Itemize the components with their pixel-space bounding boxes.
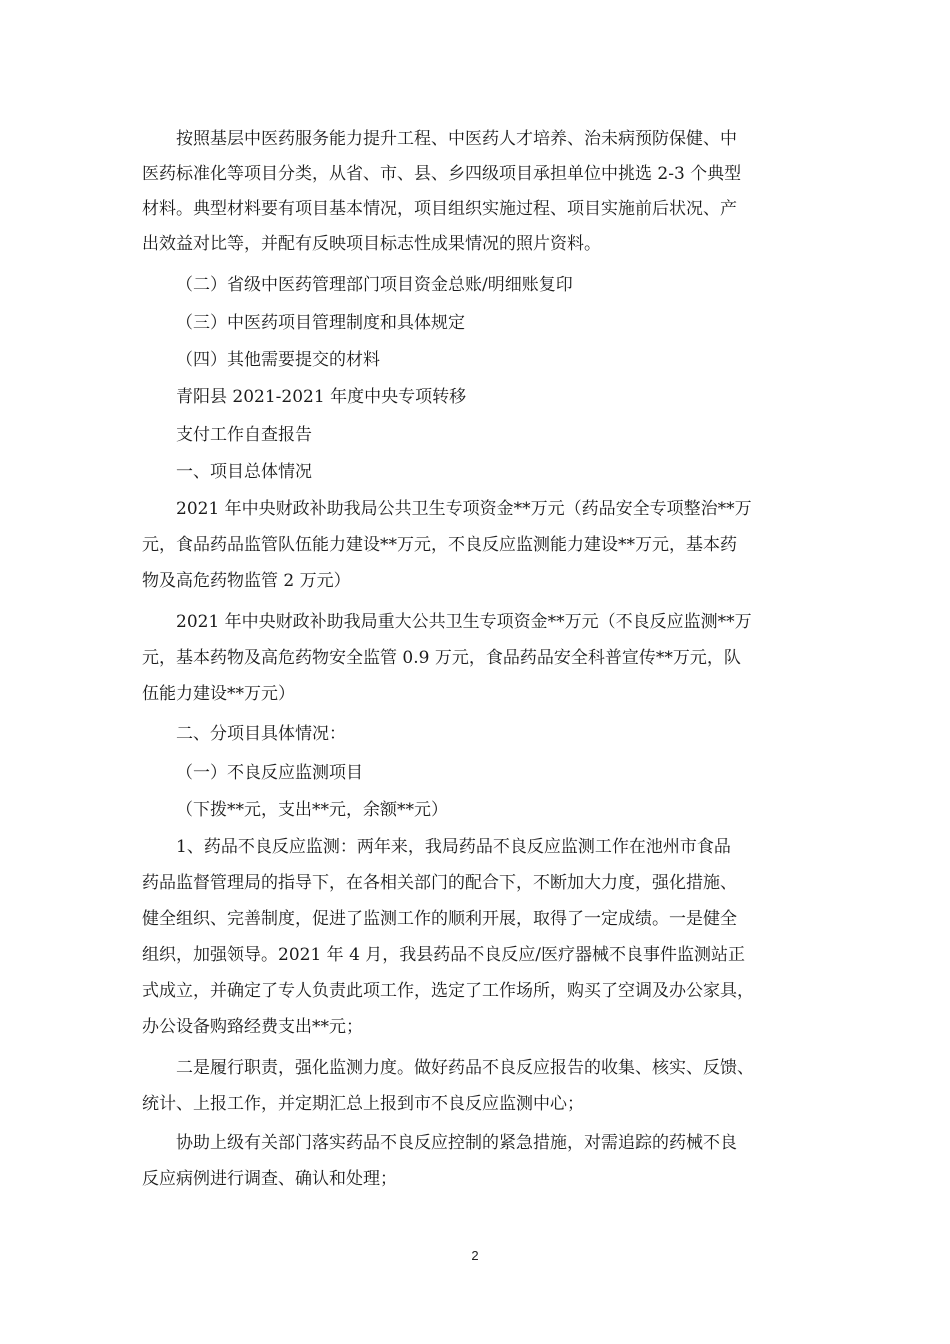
- paragraph-line: 组织，加强领导。2021 年 4 月，我县药品不良反应/医疗器械不良事件监测站正: [142, 945, 746, 965]
- paragraph-line: 药品监督管理局的指导下，在各相关部门的配合下，不断加大力度，强化措施、: [142, 873, 737, 893]
- paragraph-line: 元，食品药品监管队伍能力建设**万元，不良反应监测能力建设**万元，基本药: [142, 535, 737, 555]
- paragraph-line: 二是履行职责，强化监测力度。做好药品不良反应报告的收集、核实、反馈、: [176, 1058, 754, 1078]
- paragraph-line: 材料。典型材料要有项目基本情况，项目组织实施过程、项目实施前后状况、产: [142, 199, 737, 219]
- paragraph-line: 办公设备购臵经费支出**元；: [142, 1017, 363, 1037]
- paragraph-line: 医药标准化等项目分类，从省、市、县、乡四级项目承担单位中挑选 2-3 个典型: [142, 164, 742, 184]
- paragraph-line: 健全组织、完善制度，促进了监测工作的顺利开展，取得了一定成绩。一是健全: [142, 909, 737, 929]
- paragraph-line: 协助上级有关部门落实药品不良反应控制的紧急措施，对需追踪的药械不良: [176, 1133, 737, 1153]
- list-item: （四）其他需要提交的材料: [176, 350, 380, 370]
- paragraph-line: 统计、上报工作，并定期汇总上报到市不良反应监测中心；: [142, 1094, 584, 1114]
- paragraph-line: 1、药品不良反应监测：两年来，我局药品不良反应监测工作在池州市食品: [176, 837, 731, 857]
- paragraph-line: 反应病例进行调查、确认和处理；: [142, 1169, 397, 1189]
- report-title-line: 支付工作自查报告: [176, 425, 312, 445]
- paragraph-line: 按照基层中医药服务能力提升工程、中医药人才培养、治未病预防保健、中: [176, 129, 737, 149]
- section-heading: 二、分项目具体情况：: [176, 724, 346, 744]
- paragraph-line: 伍能力建设**万元）: [142, 684, 295, 704]
- paragraph-line: 出效益对比等，并配有反映项目标志性成果情况的照片资料。: [142, 234, 601, 254]
- section-heading: 一、项目总体情况: [176, 462, 312, 482]
- paragraph-line: 元，基本药物及高危药物安全监管 0.9 万元，食品药品安全科普宣传**万元，队: [142, 648, 741, 668]
- report-title-line: 青阳县 2021-2021 年度中央专项转移: [176, 387, 467, 407]
- paragraph-line: 2021 年中央财政补助我局公共卫生专项资金**万元（药品安全专项整治**万: [176, 499, 752, 519]
- list-item: （二）省级中医药管理部门项目资金总账/明细账复印: [176, 275, 573, 295]
- paragraph-line: 物及高危药物监管 2 万元）: [142, 571, 351, 591]
- list-item: （三）中医药项目管理制度和具体规定: [176, 313, 465, 333]
- funds-summary: （下拨**元，支出**元，余额**元）: [176, 800, 448, 820]
- paragraph-line: 2021 年中央财政补助我局重大公共卫生专项资金**万元（不良反应监测**万: [176, 612, 752, 632]
- page-number: 2: [471, 1248, 479, 1263]
- subsection-heading: （一）不良反应监测项目: [176, 763, 363, 783]
- paragraph-line: 式成立，并确定了专人负责此项工作，选定了工作场所，购买了空调及办公家具，: [142, 981, 754, 1001]
